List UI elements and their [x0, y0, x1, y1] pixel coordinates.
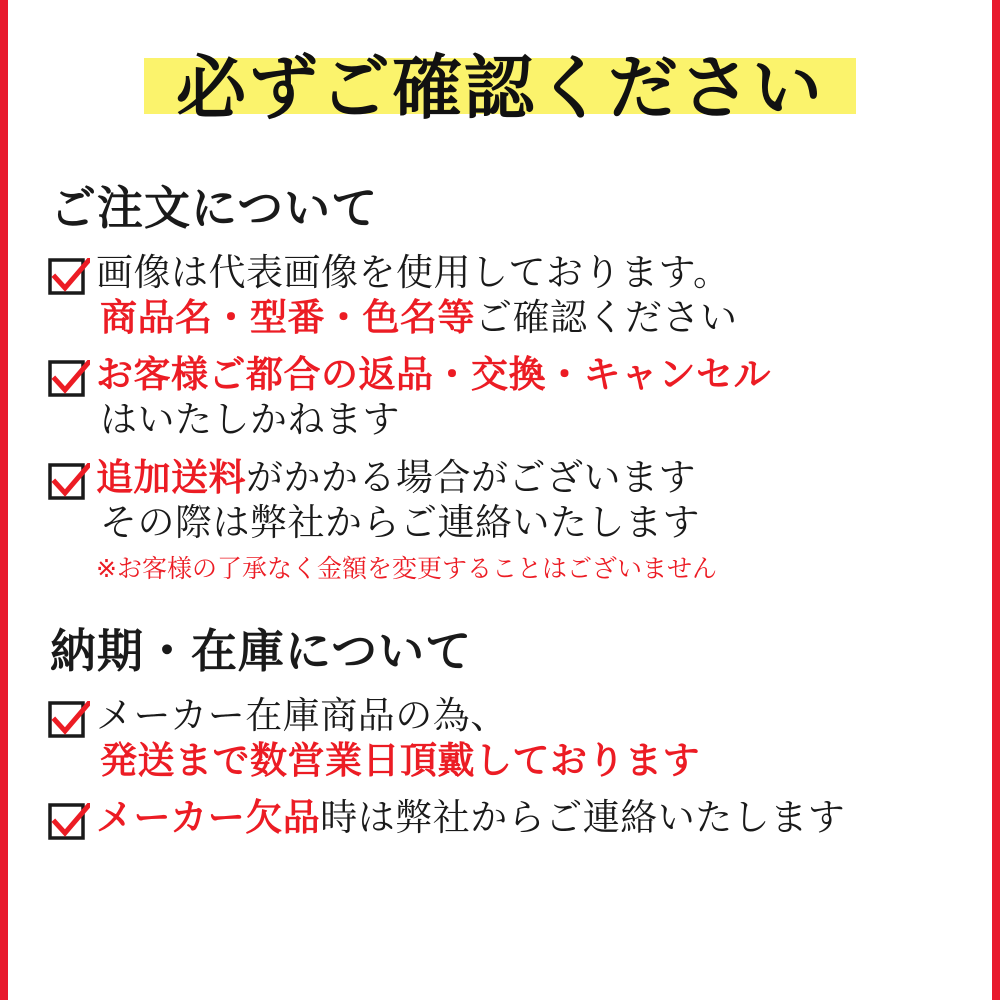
emphasis-text: 商品名・型番・色名等	[100, 296, 475, 340]
list-item	[48, 455, 956, 585]
list-item-line: はいたしかねます	[100, 398, 400, 442]
list-item-line: 発送まで数営業日頂戴しております	[100, 738, 700, 782]
checkbox-checked-icon	[48, 803, 90, 845]
list-item-line-suffix: ご確認ください	[475, 296, 738, 340]
list-item-note: ※お客様の了承なく金額を変更することはございません	[96, 553, 717, 583]
list-item-line	[100, 295, 956, 340]
list-item-line	[96, 795, 956, 840]
list-item-line: お客様ご都合の返品・交換・キャンセル	[96, 353, 771, 397]
list-item-text	[96, 693, 956, 783]
list-item-line: 画像は代表画像を使用しております。	[96, 251, 731, 294]
section-heading-orders: ご注文について	[50, 181, 379, 235]
list-item	[48, 693, 956, 783]
page-content	[8, 0, 992, 1000]
page-title	[44, 40, 956, 136]
list-item-text	[96, 352, 956, 442]
list-item	[48, 250, 956, 340]
section-heading-delivery: 納期・在庫について	[50, 623, 473, 678]
list-item-text	[96, 455, 956, 585]
title-text: 必ずご確認ください	[176, 47, 824, 129]
list-item-text	[96, 795, 956, 840]
checkbox-checked-icon	[48, 258, 90, 300]
list-item	[48, 795, 956, 845]
checkbox-checked-icon	[48, 360, 90, 402]
list-item-text	[96, 250, 956, 340]
list-item-line: その際は弊社からご連絡いたします	[100, 500, 700, 544]
checkbox-checked-icon	[48, 701, 90, 743]
list-item-line-suffix: がかかる場合がございます	[246, 455, 696, 499]
list-item	[48, 352, 956, 442]
list-item-line: メーカー在庫商品の為、	[96, 693, 508, 737]
emphasis-text: メーカー欠品	[96, 796, 321, 839]
list-item-line	[96, 455, 956, 500]
checkbox-checked-icon	[48, 463, 90, 505]
list-item-line-suffix: 時は弊社からご連絡いたします	[320, 796, 846, 839]
emphasis-text: 追加送料	[96, 455, 246, 499]
